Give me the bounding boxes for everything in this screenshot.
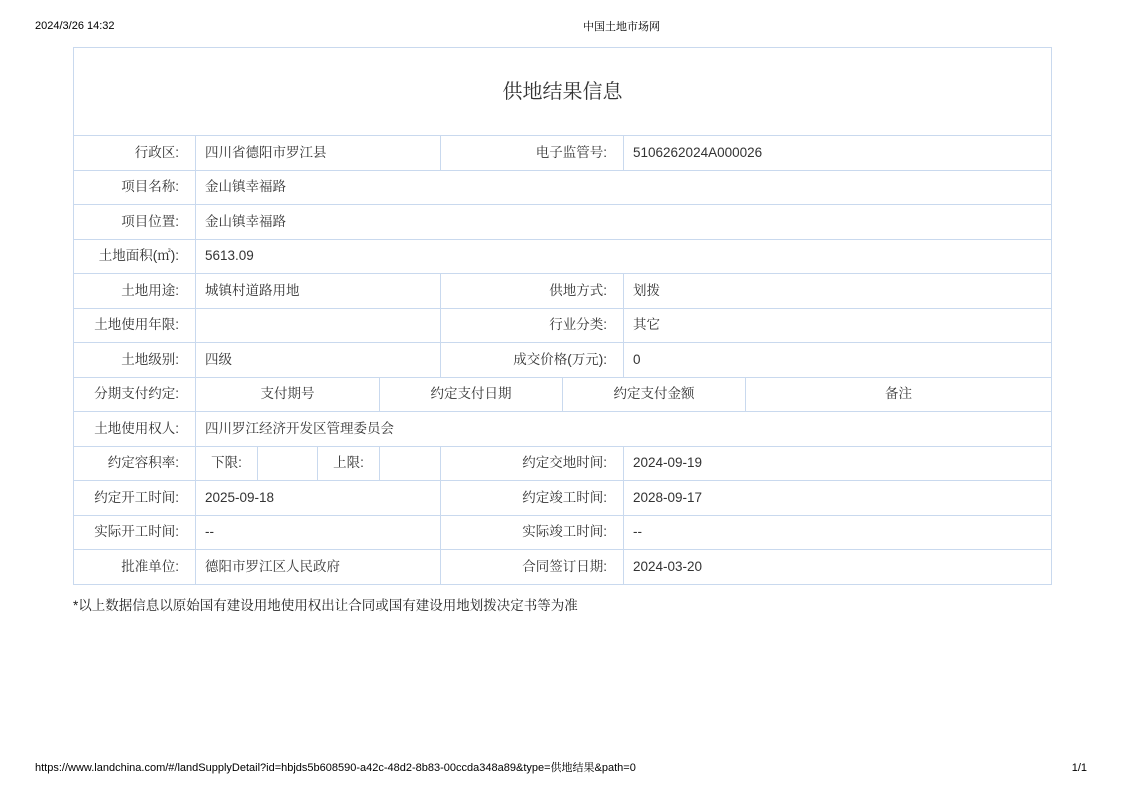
use-term-value	[196, 308, 441, 343]
land-user-value: 四川罗江经济开发区管理委员会	[196, 412, 1052, 447]
use-term-label: 土地使用年限:	[74, 308, 196, 343]
plot-ratio-lower-value	[258, 446, 318, 481]
print-header-datetime: 2024/3/26 14:32	[35, 20, 115, 32]
print-footer-url: https://www.landchina.com/#/landSupplyDetail?id=hbjds5b608590-a42c-48d2-8b83-00ccda348a89&type=供地结果&path=0	[35, 762, 636, 774]
land-grade-label: 土地级别:	[74, 343, 196, 378]
plot-ratio-label: 约定容积率:	[74, 446, 196, 481]
district-label: 行政区:	[74, 136, 196, 171]
print-header-site-title: 中国土地市场网	[583, 21, 660, 33]
district-value: 四川省德阳市罗江县	[196, 136, 441, 171]
start-date-label: 约定开工时间:	[74, 481, 196, 516]
installment-col-date: 约定支付日期	[380, 377, 563, 412]
plot-ratio-upper-label: 上限:	[318, 446, 380, 481]
print-footer-page-number: 1/1	[1071, 762, 1087, 774]
supervision-number-label: 电子监管号:	[441, 136, 624, 171]
table-row	[74, 412, 1052, 447]
installment-col-remark: 备注	[746, 377, 1052, 412]
table-row	[74, 170, 1052, 205]
title-row	[74, 48, 1052, 136]
contract-date-value: 2024-03-20	[624, 550, 1052, 585]
installment-col-period: 支付期号	[196, 377, 380, 412]
land-supply-result-table	[73, 47, 1052, 585]
page-title: 供地结果信息	[74, 48, 1052, 136]
table-row	[74, 550, 1052, 585]
industry-value: 其它	[624, 308, 1052, 343]
project-name-label: 项目名称:	[74, 170, 196, 205]
actual-completion-value: --	[624, 515, 1052, 550]
land-use-label: 土地用途:	[74, 274, 196, 309]
plot-ratio-lower-label: 下限:	[196, 446, 258, 481]
supply-method-label: 供地方式:	[441, 274, 624, 309]
land-grade-value: 四级	[196, 343, 441, 378]
table-row	[74, 239, 1052, 274]
delivery-date-value: 2024-09-19	[624, 446, 1052, 481]
table-row	[74, 205, 1052, 240]
table-row	[74, 377, 1052, 412]
land-user-label: 土地使用权人:	[74, 412, 196, 447]
project-name-value: 金山镇幸福路	[196, 170, 1052, 205]
completion-date-label: 约定竣工时间:	[441, 481, 624, 516]
approval-unit-value: 德阳市罗江区人民政府	[196, 550, 441, 585]
table-row	[74, 343, 1052, 378]
actual-start-value: --	[196, 515, 441, 550]
table-row	[74, 481, 1052, 516]
start-date-value: 2025-09-18	[196, 481, 441, 516]
land-use-value: 城镇村道路用地	[196, 274, 441, 309]
industry-label: 行业分类:	[441, 308, 624, 343]
table-row	[74, 515, 1052, 550]
land-area-label: 土地面积(㎡):	[74, 239, 196, 274]
table-row	[74, 308, 1052, 343]
approval-unit-label: 批准单位:	[74, 550, 196, 585]
contract-date-label: 合同签订日期:	[441, 550, 624, 585]
disclaimer-note: *以上数据信息以原始国有建设用地使用权出让合同或国有建设用地划拨决定书等为准	[73, 598, 578, 613]
table-row	[74, 446, 1052, 481]
land-area-value: 5613.09	[196, 239, 1052, 274]
actual-completion-label: 实际竣工时间:	[441, 515, 624, 550]
project-location-label: 项目位置:	[74, 205, 196, 240]
project-location-value: 金山镇幸福路	[196, 205, 1052, 240]
actual-start-label: 实际开工时间:	[74, 515, 196, 550]
deal-price-label: 成交价格(万元):	[441, 343, 624, 378]
supervision-number-value: 5106262024A000026	[624, 136, 1052, 171]
table-row	[74, 136, 1052, 171]
completion-date-value: 2028-09-17	[624, 481, 1052, 516]
delivery-date-label: 约定交地时间:	[441, 446, 624, 481]
installment-col-amount: 约定支付金额	[563, 377, 746, 412]
installment-label: 分期支付约定:	[74, 377, 196, 412]
plot-ratio-upper-value	[380, 446, 441, 481]
supply-method-value: 划拨	[624, 274, 1052, 309]
deal-price-value: 0	[624, 343, 1052, 378]
table-row	[74, 274, 1052, 309]
